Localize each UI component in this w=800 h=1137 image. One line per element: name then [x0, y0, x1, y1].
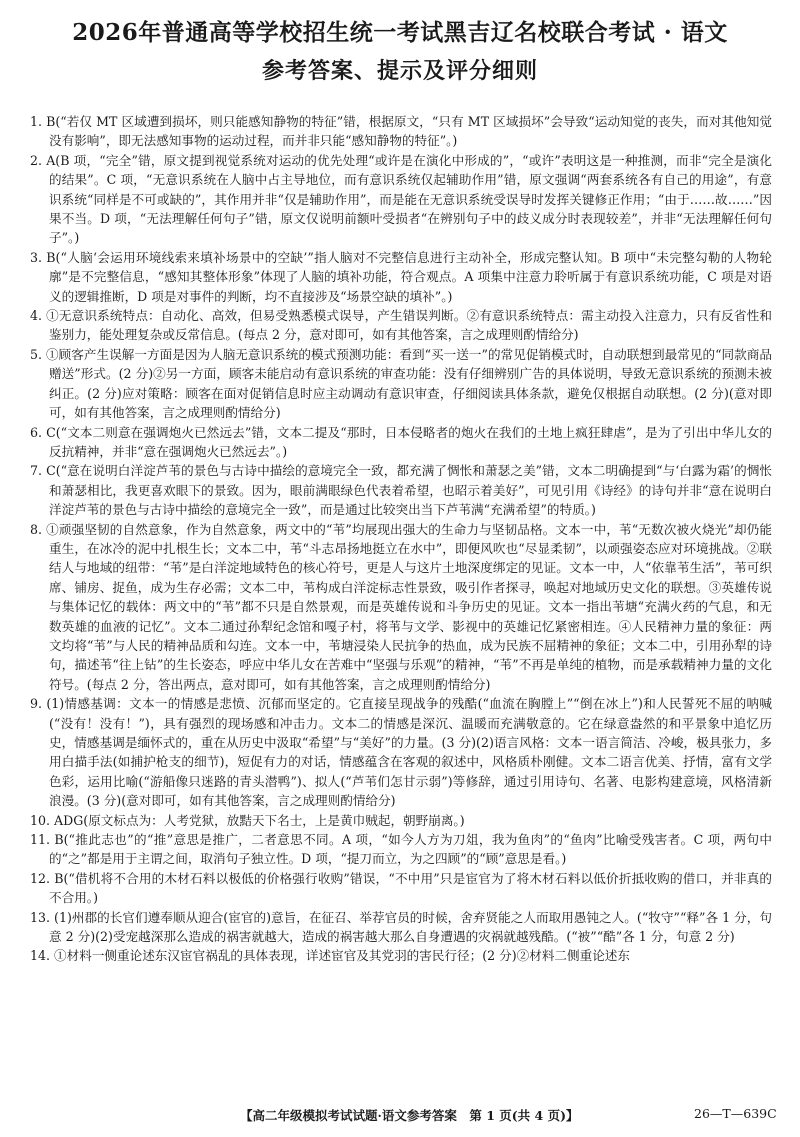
answer-item-8: 8. ①顽强坚韧的自然意象，作为自然意象，两文中的“苇”均展现出强大的生命力与坚韧品格。文本一中，苇“无数次被火烧光”却仍能重生，在冰冷的泥中扎根生长；文本二中，苇“斗志昂扬地挺立在水中”，即便风吹也“尽显柔韧”，以顽强姿态应对环境挑战。②联结人与地域的纽带：“苇”是白洋淀地域特色的核心符号，更是人与这片土地深度绑定的见证。文本一中，人“依靠苇生活”，苇可织席、铺房、捉鱼，成为生存必需；文本二中，苇构成白洋淀标志性景致，吸引作者探寻，唤起对地域历史文化的联想。③英雄传说与集体记忆的载体：两文中的“苇”都不只是自然景观，而是英雄传说和斗争历史的见证。文本一指出苇塘“充满火药的气息，和无数英雄的血液的记忆”。文本二通过孙犁纪念馆和嘎子村，将苇与文学、影视中的英雄记忆紧密相连。④人民精神力量的象征：两文均将“苇”与人民的精神品质和勾连。文本一中，苇塘浸染人民抗争的热血，成为民族不屈精神的象征；文本二中，引用孙犁的诗句，描述苇“往上钻”的生长姿态，呼应中华儿女在苦难中“坚强与乐观”的精神，“苇”不再是单纯的植物，而是承载精神力量的文化符号。(每点 2 分，答出两点，意对即可，如有其他答案，言之成理则酌情给分) [30, 521, 772, 692]
answer-item-3: 3. B(“人脑‘会运用环境线索来填补场景中的空缺’”指人脑对不完整信息进行主动补全，形成完整认知。B 项中“未完整勾勒的人物轮廓”是不完整信息，“感知其整体形象”体现了人脑的填补功能，符合观点。A 项集中注意力聆听属于有意识系统功能，C 项是对语义的逻辑推断，D 项是对事件的判断，均不直接涉及“场景空缺的填补”。) [30, 249, 772, 304]
answer-item-1: 1. B(“若仅 MT 区域遭到损坏，则只能感知静物的特征”错，根据原文，“只有 MT 区域损坏”会导致“运动知觉的丧失，而对其他知觉没有影响”，即无法感知事物的运动过程，而并非只能“感知静物的特征”。) [30, 114, 772, 149]
answer-item-14: 14. ①材料一侧重论述东汉宦官祸乱的具体表现，详述宦官及其党羽的害民行径；(2 分)②材料二侧重论述东 [30, 948, 630, 964]
footer-page-info: 【高二年级模拟考试试题·语文参考答案 第 1 页(共 4 页)】 [240, 1108, 579, 1123]
answer-item-9: 9. (1)情感基调：文本一的情感是悲愤、沉郁而坚定的。它直接呈现战争的残酷(“血流在胸膛上”“倒在冰上”)和人民誓死不屈的呐喊(“没有！没有！”)，具有强烈的现场感和冲击力。文本二的情感是深沉、温暖而充满敬意的。它在绿意盎然的和平景象中追忆历史，情感基调是缅怀式的，重在从历史中汲取“希望”与“美好”的力量。(3 分)(2)语言风格：文本一语言简洁、冷峻，极具张力，多用白描手法(如捕护枪支的细节)，短促有力的对话，情感蕴含在客观的叙述中，风格质朴刚健。文本二语言优美、抒情，富有文学色彩，运用比喻(“游船像只迷路的青头潜鸭”)、拟人(“芦苇们怎甘示弱”)等修辞，通过引用诗句、名著、电影构建意境，风格清新浪漫。(3 分)(意对即可，如有其他答案，言之成理则酌情给分) [30, 696, 772, 809]
answer-item-13: 13. (1)州郡的长官们遵奉顺从迎合(宦官的)意旨，在征召、举荐官员的时候，舍弃贤能之人而取用愚钝之人。(“牧守”“释”各 1 分，句意 2 分)(2)受宠越深那么造成的祸害就越大，造成的祸害越大那么自身遭遇的灾祸就越残酷。(“被”“酷”各 1 分，句意 2 分) [30, 909, 772, 945]
page-title: 2026年普通高等学校招生统一考试黑吉辽名校联合考试 · 语文 [72, 19, 728, 46]
footer-code: 26—T—639C [694, 1106, 777, 1121]
answer-item-2: 2. A(B 项，“完全”错，原文提到视觉系统对运动的优先处理“或许是在演化中形成的”，“或许”表明这是一种推测，而非“完全是演化的结果”。C 项，“无意识系统在人脑中占主导地位，而有意识系统仅起辅助作用”错，原文强调“两套系统各有自己的用途”，有意识系统“同样是不可或缺的”，其作用并非“仅是辅助作用”，而是能在无意识系统受误导时发挥关键修正作用；“由于……故……”因果不当。D 项，“无法理解任何句子”错，原文仅说明前额叶受损者“在辨别句子中的歧义成分时表现较差”，并非“无法理解任何句子”。) [30, 152, 772, 246]
answer-item-10: 10. ADG(原文标点为：人考党狱，放黠天下名士，上是黄巾贼起，朝野崩离。) [30, 812, 465, 828]
answer-item-11: 11. B(“推此志也”的“推”意思是推广，二者意思不同。A 项，“如今人方为刀俎，我为鱼肉”的“鱼肉”比喻受残害者。C 项，两句中的“之”都是用于主谓之间，取消句子独立性。D 项，“提刀而立，为之四顾”的“顾”意思是看。) [30, 832, 772, 867]
answer-item-12: 12. B(“借机将不合用的木材石料以极低的价格强行收购”错误，“不中用”只是宦官为了将木材石料以低价折抵收购的借口，并非真的不合用。) [30, 870, 772, 906]
answer-item-4: 4. ①无意识系统特点：自动化、高效，但易受熟悉模式误导，产生错误判断。②有意识系统特点：需主动投入注意力，只有反省性和鉴别力，能处理复杂或反常信息。(每点 2 分，意对即可，如有其他答案，言之成理则酌情给分) [30, 308, 772, 343]
answer-item-5: 5. ①顾客产生误解一方面是因为人脑无意识系统的模式预测功能：看到“买一送一”的常见促销模式时，自动联想到最常见的“同款商品赠送”形式。(2 分)②另一方面，顾客未能启动有意识系统的审查功能：没有仔细辨别广告的具体说明，导致无意识系统的预测未被纠正。(2 分)应对策略：顾客在面对促销信息时应主动调动有意识审查，仔细阅读具体条款，避免仅根据自动联想。(2 分)(意对即可，如有其他答案，言之成理则酌情给分) [30, 346, 772, 421]
answer-list [30, 112, 772, 966]
page-subtitle: 参考答案、提示及评分细则 [261, 58, 538, 84]
answer-item-7: 7. C(“意在说明白洋淀芦苇的景色与古诗中描绘的意境完全一致，都充满了惆怅和萧瑟之美”错，文本二明确提到“与‘白露为霜’的惆怅和萧瑟相比，我更喜欢眼下的景致。因为，眼前满眼绿色代表着希望，也昭示着美好”，可见引用《诗经》的诗句并非“意在说明白洋淀芦苇的景色与古诗中描绘的意境完全一致”，而是通过比较突出当下芦苇满“充满希望”的特质。) [30, 463, 772, 518]
answer-item-6: 6. C(“文本二则意在强调炮火已然远去”错，文本二提及“那时，日本侵略者的炮火在我们的土地上疯狂肆虐”，是为了引出中华儿女的反抗精神，并非“意在强调炮火已然远去”。) [30, 424, 772, 459]
